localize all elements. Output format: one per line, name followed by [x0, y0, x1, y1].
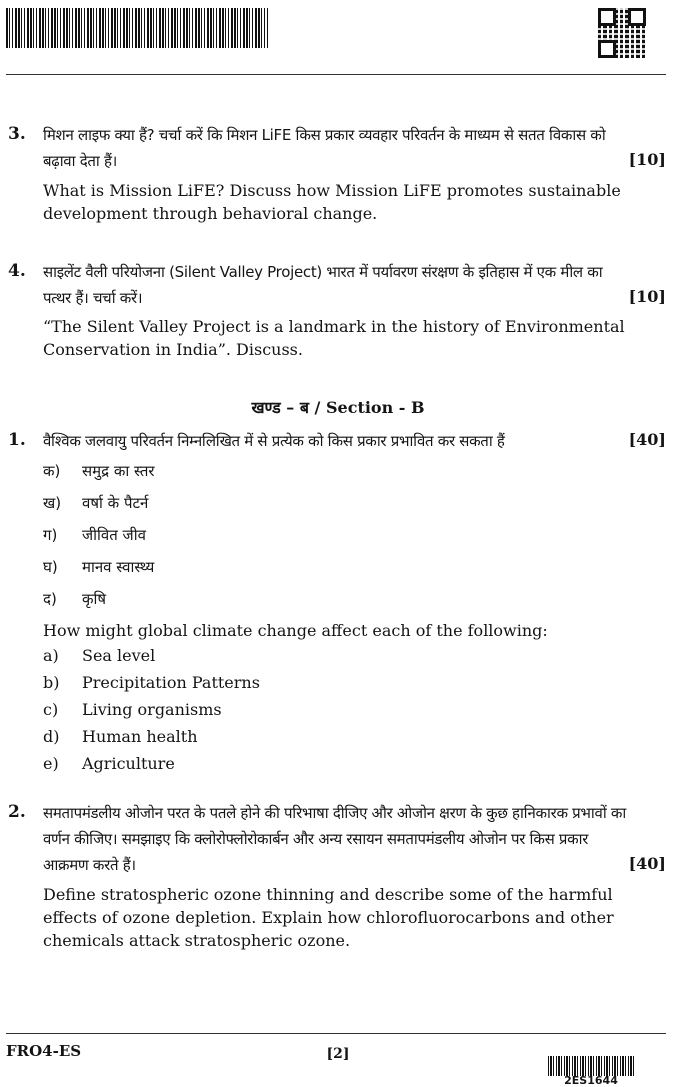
- hindi-option-label: क): [43, 462, 61, 480]
- section-b-question-2-english: Define stratospheric ozone thinning and describe some of the harmful effects of ozone depletion. Explain how chlorofluorocarbons and other chemicals attack stratospheric ozone.: [43, 885, 614, 950]
- english-option-text: Living organisms: [82, 700, 222, 719]
- top-barcode: [6, 8, 268, 48]
- question-4-hindi-line1: साइलेंट वैली परियोजना (Silent Valley Project) भारत में पर्यावरण संरक्षण के इतिहास में एक मील का: [43, 263, 603, 281]
- english-option-label: b): [43, 673, 60, 692]
- question-3-hindi-line2: बढ़ावा देता हैं।: [43, 152, 118, 170]
- section-b-question-2-marks: [40]: [628, 854, 666, 873]
- page-number: [2]: [326, 1046, 350, 1062]
- question-3-hindi-line1: मिशन लाइफ क्या हैं? चर्चा करें कि मिशन LiFE किस प्रकार व्यवहार परिवर्तन के माध्यम से सतत विकास को: [43, 126, 606, 144]
- barcode-text: 2ES1644: [564, 1074, 618, 1087]
- hindi-option-label: घ): [43, 558, 58, 576]
- english-option-label: e): [43, 754, 59, 773]
- english-option-label: c): [43, 700, 59, 719]
- english-option-text: Agriculture: [82, 754, 175, 773]
- section-b-question-2-hindi-line2: वर्णन कीजिए। समझाइए कि क्लोरोफ्लोरोकार्बन और अन्य रसायन समतापमंडलीय ओजोन पर किस प्रकार: [43, 830, 589, 848]
- paper-code: FRO4-ES: [6, 1042, 82, 1060]
- english-option-text: Precipitation Patterns: [82, 673, 260, 692]
- section-b-question-1-marks: [40]: [628, 430, 666, 449]
- hindi-option-text: समुद्र का स्तर: [82, 462, 155, 480]
- question-4-marks: [10]: [628, 287, 666, 306]
- question-4-number: 4.: [8, 261, 26, 281]
- bottom-barcode: [548, 1056, 634, 1076]
- hindi-option-text: वर्षा के पैटर्न: [82, 494, 149, 512]
- section-b-question-2-number: 2.: [8, 802, 26, 822]
- english-option-label: d): [43, 727, 60, 746]
- hindi-option-text: जीवित जीव: [82, 526, 146, 544]
- hindi-option-text: मानव स्वास्थ्य: [82, 558, 155, 576]
- section-b-question-1-number: 1.: [8, 430, 26, 450]
- section-b-question-2-hindi-line3: आक्रमण करते हैं।: [43, 856, 136, 874]
- question-3-marks: [10]: [628, 150, 666, 169]
- english-option-text: Sea level: [82, 646, 156, 665]
- question-4-english: “The Silent Valley Project is a landmark in the history of Environmental Conservation in India”. Discuss.: [43, 317, 625, 359]
- hindi-option-label: ख): [43, 494, 62, 512]
- section-b-question-1-hindi: वैश्विक जलवायु परिवर्तन निम्नलिखित में से प्रत्येक को किस प्रकार प्रभावित कर सकता हैं: [43, 432, 505, 450]
- header-rule: [6, 74, 666, 75]
- english-option-label: a): [43, 646, 59, 665]
- question-4-hindi-line2: पत्थर हैं। चर्चा करें।: [43, 289, 143, 307]
- english-option-text: Human health: [82, 727, 198, 746]
- hindi-option-label: ग): [43, 526, 58, 544]
- question-3-english: What is Mission LiFE? Discuss how Mission LiFE promotes sustainable development through behavioral change.: [43, 181, 621, 223]
- section-b-question-1-english: How might global climate change affect each of the following:: [43, 621, 548, 640]
- section-b-heading: खण्ड – ब / Section - B: [251, 398, 425, 417]
- qr-code: [598, 8, 646, 58]
- question-3-number: 3.: [8, 124, 26, 144]
- section-b-question-2-hindi-line1: समतापमंडलीय ओजोन परत के पतले होने की परिभाषा दीजिए और ओजोन क्षरण के कुछ हानिकारक प्रभावों का: [43, 804, 626, 822]
- footer-rule: [6, 1033, 666, 1034]
- hindi-option-label: द): [43, 590, 57, 608]
- hindi-option-text: कृषि: [82, 590, 107, 608]
